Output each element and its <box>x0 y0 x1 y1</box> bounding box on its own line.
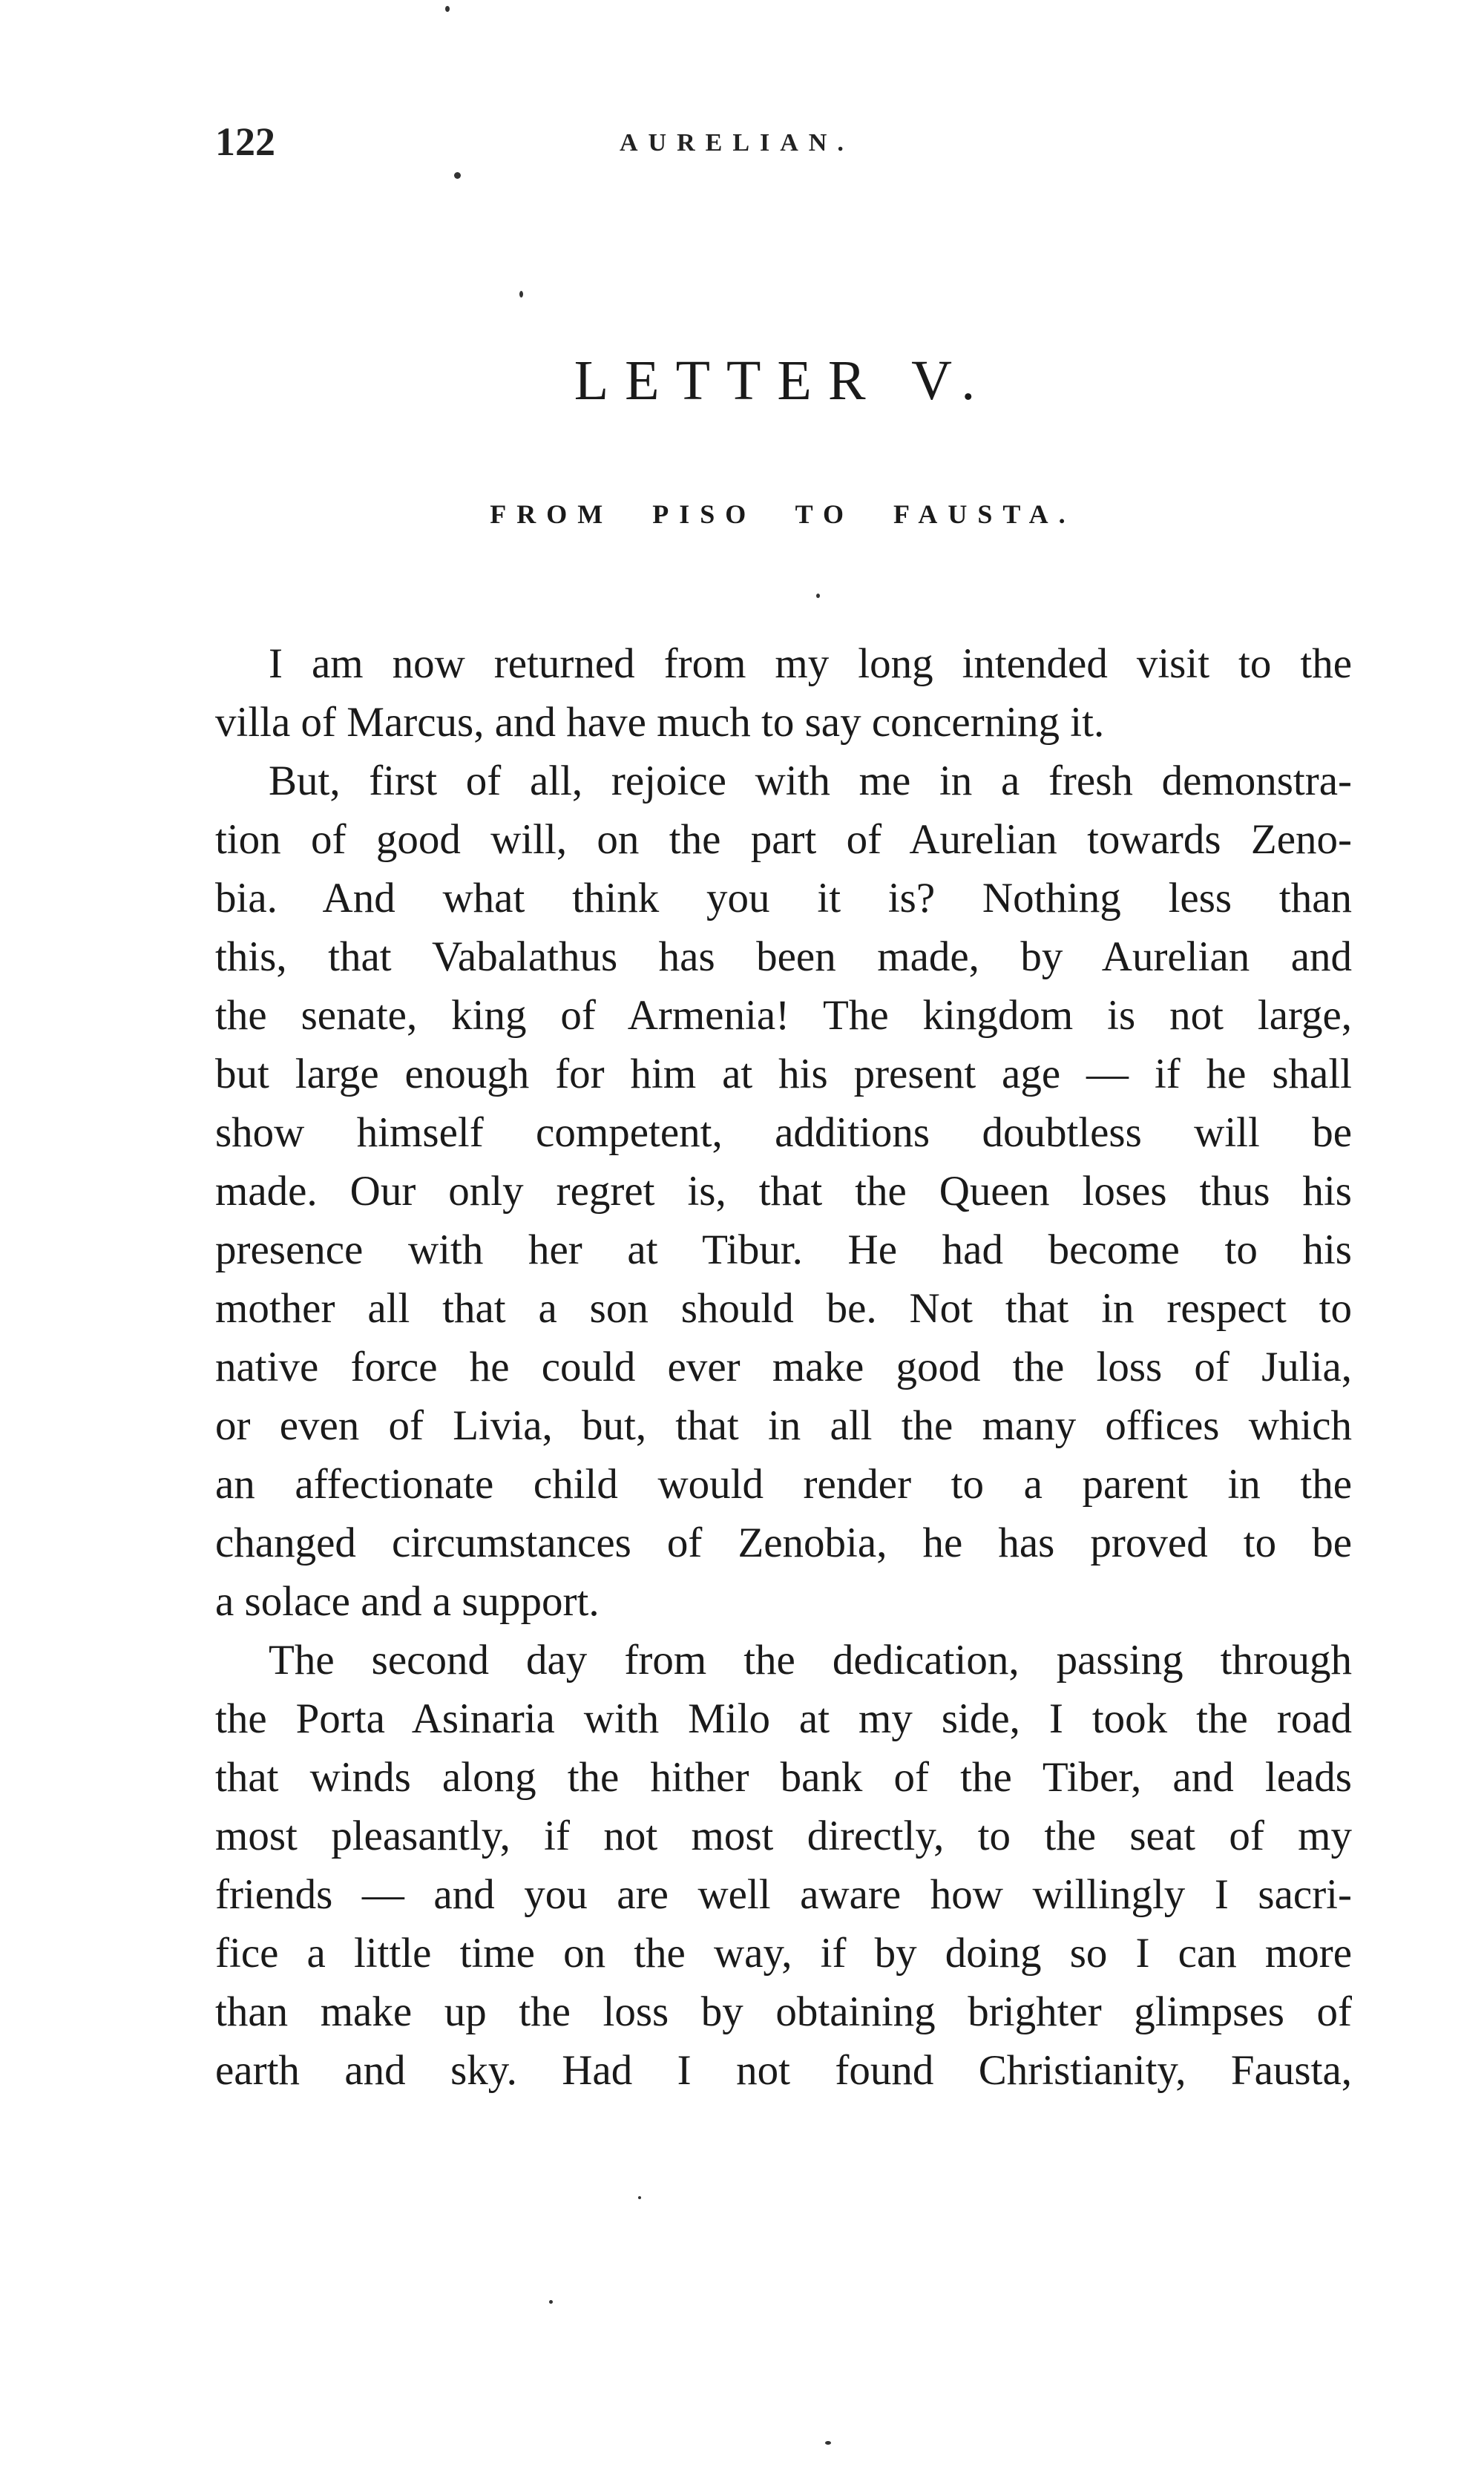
paragraph <box>215 634 1352 752</box>
text-line: I am now returned from my long intended visit to the <box>269 640 1352 687</box>
text-line: changed circumstances of Zenobia, he has proved to be <box>215 1520 1352 1566</box>
text-line: presence with her at Tibur. He had become to his <box>215 1226 1352 1273</box>
text-line: The second day from the dedication, passing through <box>269 1637 1352 1683</box>
paragraph <box>215 752 1352 1631</box>
text-line: but large enough for him at his present age — if he shall <box>215 1051 1352 1097</box>
text-line: that winds along the hither bank of the Tiber, and leads <box>215 1754 1352 1801</box>
running-head <box>215 119 1350 163</box>
text-line: the senate, king of Armenia! The kingdom is not large, <box>215 992 1352 1039</box>
text-line: or even of Livia, but, that in all the many offices which <box>215 1402 1352 1449</box>
scan-speck <box>816 594 820 598</box>
text-line: show himself competent, additions doubtless will be <box>215 1109 1352 1156</box>
text-line: bia. And what think you it is? Nothing less than <box>215 875 1352 922</box>
scan-speck <box>519 291 523 298</box>
text-line: friends — and you are well aware how willingly I sacri- <box>215 1871 1352 1918</box>
text-line: made. Our only regret is, that the Queen loses thus his <box>215 1168 1352 1215</box>
body-text <box>215 634 1352 2100</box>
text-line: But, first of all, rejoice with me in a fresh demonstra- <box>269 758 1352 804</box>
text-line: native force he could ever make good the loss of Julia, <box>215 1344 1352 1390</box>
text-line: most pleasantly, if not most directly, to the seat of my <box>215 1813 1352 1859</box>
scan-speck <box>454 172 461 179</box>
letter-heading: LETTER V. <box>574 349 992 412</box>
scan-speck <box>445 6 450 12</box>
text-line: than make up the loss by obtaining brighter glimpses of <box>215 1988 1352 2035</box>
letter-subheading: FROM PISO TO FAUSTA. <box>490 499 1076 529</box>
text-line: tion of good will, on the part of Aurelian towards Zeno- <box>215 816 1352 863</box>
text-line: a solace and a support. <box>215 1578 600 1625</box>
text-line: earth and sky. Had I not found Christianity, Fausta, <box>215 2047 1352 2094</box>
page-number: 122 <box>215 119 275 164</box>
paragraph <box>215 1631 1352 2100</box>
running-title: AURELIAN. <box>620 129 854 157</box>
text-line: villa of Marcus, and have much to say concerning it. <box>215 699 1105 746</box>
text-line: mother all that a son should be. Not that in respect to <box>215 1285 1352 1332</box>
scan-speck <box>825 2441 831 2445</box>
scan-speck <box>638 2196 641 2199</box>
text-line: this, that Vabalathus has been made, by Aurelian and <box>215 933 1352 980</box>
text-line: the Porta Asinaria with Milo at my side, I took the road <box>215 1695 1352 1742</box>
scan-speck <box>549 2300 553 2304</box>
text-line: fice a little time on the way, if by doing so I can more <box>215 1930 1352 1977</box>
text-line: an affectionate child would render to a parent in the <box>215 1461 1352 1508</box>
